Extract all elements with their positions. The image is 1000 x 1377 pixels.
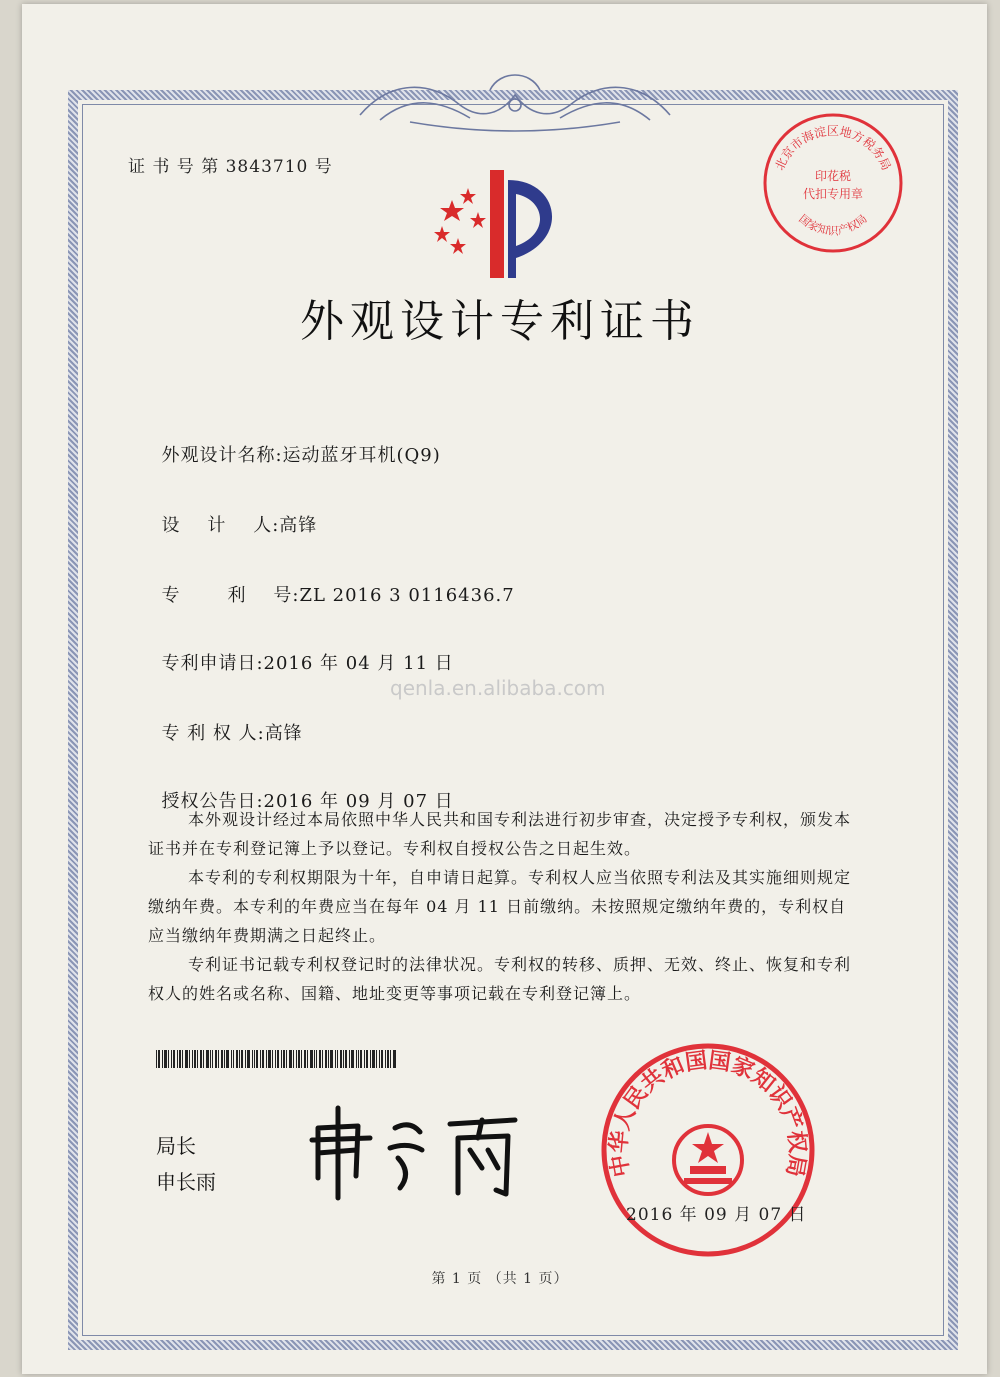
barcode-bar bbox=[200, 1050, 202, 1068]
barcode-bar bbox=[337, 1050, 338, 1068]
barcode-bar bbox=[226, 1050, 229, 1068]
field-label: 专 利 号: bbox=[161, 585, 300, 606]
paragraph-legal-status: 专利证书记载专利权登记时的法律状况。专利权的转移、质押、无效、终止、恢复和专利权人的姓名或名称、国籍、地址变更等事项记载在专利登记簿上。 bbox=[148, 955, 852, 1003]
field-label: 外观设计名称: bbox=[161, 445, 283, 466]
barcode-bar bbox=[393, 1050, 396, 1068]
barcode-bar bbox=[268, 1050, 271, 1068]
barcode-bar bbox=[256, 1050, 258, 1068]
barcode-bar bbox=[298, 1050, 300, 1068]
barcode-bar bbox=[241, 1050, 243, 1068]
barcode-bar bbox=[328, 1050, 329, 1068]
barcode-bar bbox=[356, 1050, 357, 1068]
barcode-bar bbox=[307, 1050, 308, 1068]
director-title: 局长 bbox=[156, 1134, 196, 1158]
barcode-bar bbox=[168, 1050, 169, 1068]
barcode-bar bbox=[325, 1050, 327, 1068]
field-patent-number bbox=[148, 560, 515, 607]
tax-seal-line-1: 印花税 bbox=[814, 169, 852, 183]
barcode-bar bbox=[381, 1050, 383, 1068]
barcode-bar bbox=[221, 1050, 223, 1068]
field-label: 专 利 权 人: bbox=[161, 723, 265, 744]
certificate-number: 证 书 号 第 3843710 号 bbox=[128, 157, 333, 177]
barcode-bar bbox=[210, 1050, 211, 1068]
barcode-bar bbox=[390, 1050, 391, 1068]
field-label: 设 计 人: bbox=[161, 515, 280, 536]
barcode-bar bbox=[266, 1050, 267, 1068]
tax-seal-stamp bbox=[758, 108, 908, 258]
barcode-bar bbox=[158, 1050, 160, 1068]
barcode-bar bbox=[245, 1050, 246, 1068]
barcode-bar bbox=[286, 1050, 287, 1068]
field-value: 2016 年 09 月 07 日 bbox=[263, 791, 454, 812]
barcode-bar bbox=[233, 1050, 234, 1068]
barcode-bar bbox=[212, 1050, 213, 1068]
barcode-bar bbox=[197, 1050, 198, 1068]
barcode-bar bbox=[301, 1050, 302, 1068]
barcode-bar bbox=[254, 1050, 255, 1068]
svg-text:国家知识产权局 bbox=[796, 212, 869, 237]
barcode-bar bbox=[293, 1050, 294, 1068]
barcode-bar bbox=[304, 1050, 306, 1068]
barcode-bar bbox=[349, 1050, 350, 1068]
barcode-bar bbox=[335, 1050, 336, 1068]
barcode-bar bbox=[252, 1050, 253, 1068]
barcode-bar bbox=[206, 1050, 209, 1068]
watermark-text: qenla.en.alibaba.com bbox=[390, 676, 606, 700]
barcode-bar bbox=[177, 1050, 178, 1068]
barcode-bar bbox=[173, 1050, 175, 1068]
field-value: ZL 2016 3 0116436.7 bbox=[299, 585, 515, 606]
tax-seal-bottom-text: 国家知识产权局 bbox=[796, 212, 870, 238]
paragraph-grant: 本外观设计经过本局依照中华人民共和国专利法进行初步审查，决定授予专利权，颁发本证书并在专利登记簿上予以登记。专利权自授权公告之日起生效。 bbox=[148, 810, 852, 858]
barcode-bar bbox=[194, 1050, 196, 1068]
barcode-bar bbox=[185, 1050, 188, 1068]
tax-seal-line-2: 代扣专用章 bbox=[802, 187, 864, 201]
field-label: 授权公告日: bbox=[161, 791, 264, 812]
national-emblem-icon bbox=[674, 1126, 742, 1194]
paragraph-term: 本专利的专利权期限为十年，自申请日起算。专利权人应当依照专利法及其实施细则规定缴纳年费。本专利的年费应当在每年 04 月 11 日前缴纳。未按照规定缴纳年费的，专利权自应当缴纳年费期满之日起终止。 bbox=[148, 868, 852, 945]
barcode-bar bbox=[231, 1050, 232, 1068]
field-label: 专利申请日: bbox=[161, 653, 264, 674]
barcode-bar bbox=[182, 1050, 183, 1068]
barcode-bar bbox=[260, 1050, 261, 1068]
barcode-bar bbox=[314, 1050, 315, 1068]
barcode-bar bbox=[379, 1050, 380, 1068]
director-name: 申长雨 bbox=[156, 1170, 216, 1194]
sipo-logo bbox=[420, 160, 580, 290]
barcode-bar bbox=[358, 1050, 359, 1068]
field-patentee bbox=[148, 698, 303, 745]
barcode-bar bbox=[345, 1050, 347, 1068]
top-ornament bbox=[350, 60, 680, 140]
barcode-bar bbox=[164, 1050, 167, 1068]
barcode-bar bbox=[272, 1050, 273, 1068]
barcode-bar bbox=[162, 1050, 163, 1068]
barcode-bar bbox=[351, 1050, 354, 1068]
barcode-bar bbox=[156, 1050, 157, 1068]
barcode-bar bbox=[360, 1050, 362, 1068]
barcode-bar bbox=[387, 1050, 389, 1068]
barcode-bar bbox=[322, 1050, 323, 1068]
barcode-bar bbox=[385, 1050, 386, 1068]
barcode-bar bbox=[239, 1050, 240, 1068]
field-designer bbox=[148, 490, 317, 537]
barcode-bar bbox=[319, 1050, 321, 1068]
field-value: 运动蓝牙耳机(Q9) bbox=[282, 445, 441, 466]
barcode-bar bbox=[343, 1050, 344, 1068]
barcode-bar bbox=[236, 1050, 238, 1068]
seal-date: 2016 年 09 月 07 日 bbox=[626, 1205, 807, 1225]
barcode-bar bbox=[247, 1050, 250, 1068]
field-design-name bbox=[148, 420, 441, 467]
barcode-bar bbox=[224, 1050, 225, 1068]
field-application-date bbox=[148, 628, 454, 675]
barcode-bar bbox=[376, 1050, 377, 1068]
barcode-bar bbox=[171, 1050, 172, 1068]
barcode-bar bbox=[179, 1050, 181, 1068]
field-value: 高锋 bbox=[264, 723, 303, 744]
barcode-bar bbox=[262, 1050, 264, 1068]
barcode-bar bbox=[281, 1050, 282, 1068]
barcode-bar bbox=[310, 1050, 313, 1068]
barcode-bar bbox=[277, 1050, 279, 1068]
barcode bbox=[156, 1050, 396, 1068]
sipo-official-seal bbox=[598, 1040, 818, 1260]
barcode-bar bbox=[370, 1050, 371, 1068]
barcode-bar bbox=[372, 1050, 375, 1068]
certificate-title: 外观设计专利证书 bbox=[300, 296, 700, 347]
barcode-bar bbox=[289, 1050, 292, 1068]
field-value: 2016 年 04 月 11 日 bbox=[263, 653, 454, 674]
barcode-bar bbox=[189, 1050, 190, 1068]
barcode-bar bbox=[203, 1050, 204, 1068]
svg-text:中华人民共和国国家知识产权局 bbox=[605, 1048, 810, 1178]
tax-seal-outer-text: 北京市海淀区地方税务局 bbox=[772, 124, 894, 173]
barcode-bar bbox=[192, 1050, 193, 1068]
barcode-bar bbox=[366, 1050, 368, 1068]
barcode-bar bbox=[296, 1050, 297, 1068]
field-value: 高锋 bbox=[279, 515, 318, 536]
barcode-bar bbox=[364, 1050, 365, 1068]
barcode-bar bbox=[340, 1050, 342, 1068]
director-signature bbox=[300, 1098, 530, 1208]
barcode-bar bbox=[218, 1050, 219, 1068]
page-number: 第 1 页 （共 1 页） bbox=[431, 1271, 569, 1287]
barcode-bar bbox=[316, 1050, 317, 1068]
barcode-bar bbox=[330, 1050, 333, 1068]
seal-text: 中华人民共和国国家知识产权局 bbox=[606, 1048, 810, 1179]
barcode-bar bbox=[275, 1050, 276, 1068]
barcode-bar bbox=[283, 1050, 285, 1068]
barcode-bar bbox=[215, 1050, 217, 1068]
